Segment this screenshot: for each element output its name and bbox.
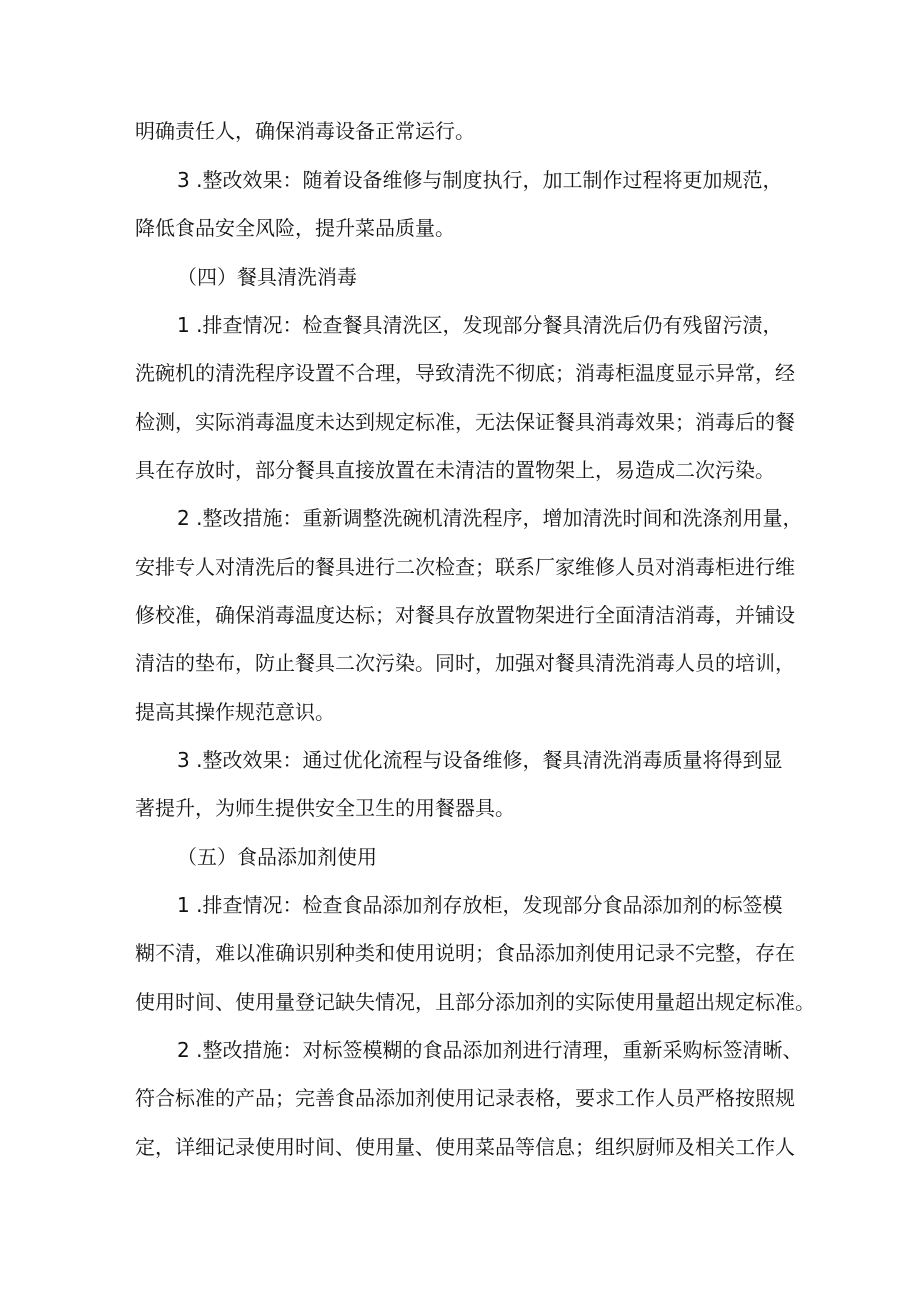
text-line: 定，详细记录使用时间、使用量、使用菜品等信息；组织厨师及相关工作人: [135, 1135, 795, 1159]
text-line: 明确责任人，确保消毒设备正常运行。: [135, 119, 475, 143]
text-line: 提高其操作规范意识。: [135, 700, 335, 724]
text-line: 降低食品安全风险，提升菜品质量。: [135, 216, 455, 240]
text-line: 具在存放时，部分餐具直接放置在未清洁的置物架上，易造成二次污染。: [135, 458, 775, 482]
text-line: 2 .整改措施：重新调整洗碗机清洗程序，增加清洗时间和洗涤剂用量，: [177, 506, 803, 530]
text-line: 2 .整改措施：对标签模糊的食品添加剂进行清理，重新采购标签清晰、: [177, 1038, 803, 1062]
text-line: 符合标准的产品；完善食品添加剂使用记录表格，要求工作人员严格按照规: [135, 1086, 795, 1110]
text-line: 检测，实际消毒温度未达到规定标准，无法保证餐具消毒效果；消毒后的餐: [135, 410, 795, 434]
text-line: 1 .排查情况：检查食品添加剂存放柜，发现部分食品添加剂的标签模: [177, 893, 783, 917]
section-heading: （四）餐具清洗消毒: [177, 265, 357, 289]
text-line: 1 .排查情况：检查餐具清洗区，发现部分餐具清洗后仍有残留污渍，: [177, 313, 783, 337]
text-line: 著提升，为师生提供安全卫生的用餐器具。: [135, 796, 515, 820]
text-line: 清洁的垫布，防止餐具二次污染。同时，加强对餐具清洗消毒人员的培训，: [135, 651, 795, 675]
text-line: 3 .整改效果：通过优化流程与设备维修，餐具清洗消毒质量将得到显: [177, 748, 783, 772]
text-line: 修校准，确保消毒温度达标；对餐具存放置物架进行全面清洁消毒，并铺设: [135, 603, 795, 627]
section-heading: （五）食品添加剂使用: [177, 845, 377, 869]
text-line: 使用时间、使用量登记缺失情况，且部分添加剂的实际使用量超出规定标准。: [135, 990, 815, 1014]
text-line: 3 .整改效果：随着设备维修与制度执行，加工制作过程将更加规范，: [177, 168, 783, 192]
text-line: 洗碗机的清洗程序设置不合理，导致清洗不彻底；消毒柜温度显示异常，经: [135, 361, 795, 385]
text-line: 糊不清，难以准确识别种类和使用说明；食品添加剂使用记录不完整，存在: [135, 941, 795, 965]
text-line: 安排专人对清洗后的餐具进行二次检查；联系厂家维修人员对消毒柜进行维: [135, 555, 795, 579]
